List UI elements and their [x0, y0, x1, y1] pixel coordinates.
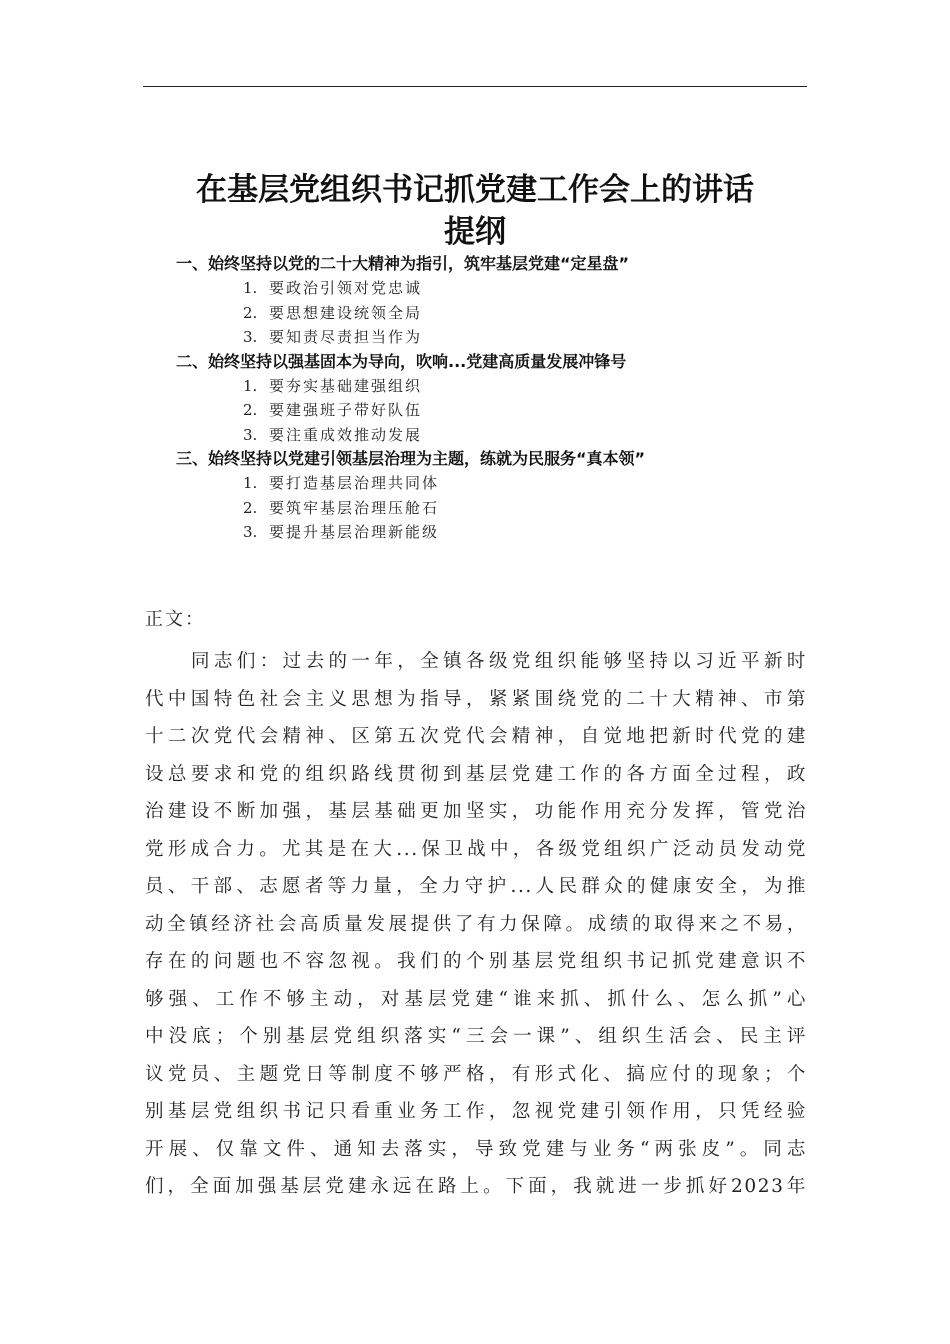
- paragraph-line: 够强、工作不够主动，对基层党建“谁来抓、抓什么、怎么抓”心: [145, 988, 807, 1010]
- outline-item-text: 要筑牢基层治理压舱石: [269, 498, 440, 517]
- paragraph-line: 党形成合力。尤其是在大...保卫战中，各级党组织广泛动员发动党: [145, 838, 807, 860]
- document-title: 在基层党组织书记抓党建工作会上的讲话: [196, 172, 754, 208]
- outline-item-text: 要提升基层治理新能级: [269, 523, 440, 541]
- outline: [0, 252, 950, 545]
- outline-item-text: 要建强班子带好队伍: [269, 401, 423, 419]
- paragraph-line: 议党员、主题党日等制度不够严格，有形式化、搞应付的现象；个: [145, 1063, 807, 1085]
- outline-item-text: 要夯实基础建强组织: [269, 376, 423, 395]
- header-rule: [143, 86, 807, 87]
- paragraph-line: 员、干部、志愿者等力量，全力守护...人民群众的健康安全，为推: [145, 876, 807, 897]
- paragraph-line: 代中国特色社会主义思想为指导，紧紧围绕党的二十大精神、市第: [145, 688, 807, 710]
- paragraph-line: 动全镇经济社会高质量发展提供了有力保障。成绩的取得来之不易，: [145, 913, 807, 935]
- body-paragraph: [145, 643, 807, 1206]
- outline-item-number: 3.: [243, 523, 258, 541]
- paragraph-line: 治建设不断加强，基层基础更加坚实，功能作用充分发挥，管党治: [145, 801, 807, 822]
- outline-item: [0, 398, 950, 423]
- outline-item-number: 2.: [243, 401, 258, 419]
- document-title-continued: 提纲: [444, 214, 506, 250]
- outline-item: [0, 471, 950, 496]
- outline-item-text: 要政治引领对党忠诚: [269, 279, 423, 297]
- paragraph-line: 十二次党代会精神、区第五次党代会精神，自觉地把新时代党的建: [145, 726, 807, 747]
- outline-item: [0, 374, 950, 399]
- outline-item: [0, 520, 950, 545]
- paragraph-line: 开展、仅靠文件、通知去落实，导致党建与业务“两张皮”。同志: [145, 1138, 807, 1160]
- outline-item-number: 2.: [243, 303, 258, 322]
- outline-item: [0, 496, 950, 521]
- paragraph-line: 中没底；个别基层党组织落实“三会一课”、组织生活会、民主评: [145, 1026, 807, 1047]
- outline-item-text: 要思想建设统领全局: [269, 303, 423, 322]
- paragraph-line: 同志们：过去的一年，全镇各级党组织能够坚持以习近平新时: [191, 651, 807, 672]
- outline-item-number: 1.: [243, 376, 258, 395]
- outline-section-heading: 一、始终坚持以党的二十大精神为指引，筑牢基层党建“定星盘”: [176, 254, 630, 273]
- outline-item: [0, 301, 950, 326]
- outline-item-number: 2.: [243, 498, 258, 517]
- outline-item-text: 要知责尽责担当作为: [269, 328, 423, 346]
- outline-item-text: 要注重成效推动发展: [269, 425, 423, 444]
- outline-section-heading: 三、始终坚持以党建引领基层治理为主题，练就为民服务“真本领”: [176, 449, 646, 468]
- outline-item-number: 3.: [243, 425, 258, 444]
- outline-item: [0, 325, 950, 350]
- paragraph-line: 们，全面加强基层党建永远在路上。下面，我就进一步抓好2023年: [145, 1176, 807, 1197]
- outline-section-heading: 二、始终坚持以强基固本为导向，吹响...党建高质量发展冲锋号: [176, 351, 627, 371]
- outline-item-text: 要打造基层治理共同体: [269, 474, 440, 492]
- outline-item: [0, 423, 950, 448]
- outline-item: [0, 276, 950, 301]
- paragraph-line: 设总要求和党的组织路线贯彻到基层党建工作的各方面全过程，政: [145, 763, 807, 785]
- outline-item-number: 1.: [243, 474, 258, 492]
- outline-item-number: 3.: [243, 328, 258, 346]
- body-label: 正文：: [145, 609, 205, 630]
- paragraph-line: 别基层党组织书记只看重业务工作，忽视党建引领作用，只凭经验: [145, 1101, 807, 1122]
- paragraph-line: 存在的问题也不容忽视。我们的个别基层党组织书记抓党建意识不: [145, 951, 807, 972]
- outline-item-number: 1.: [243, 279, 258, 297]
